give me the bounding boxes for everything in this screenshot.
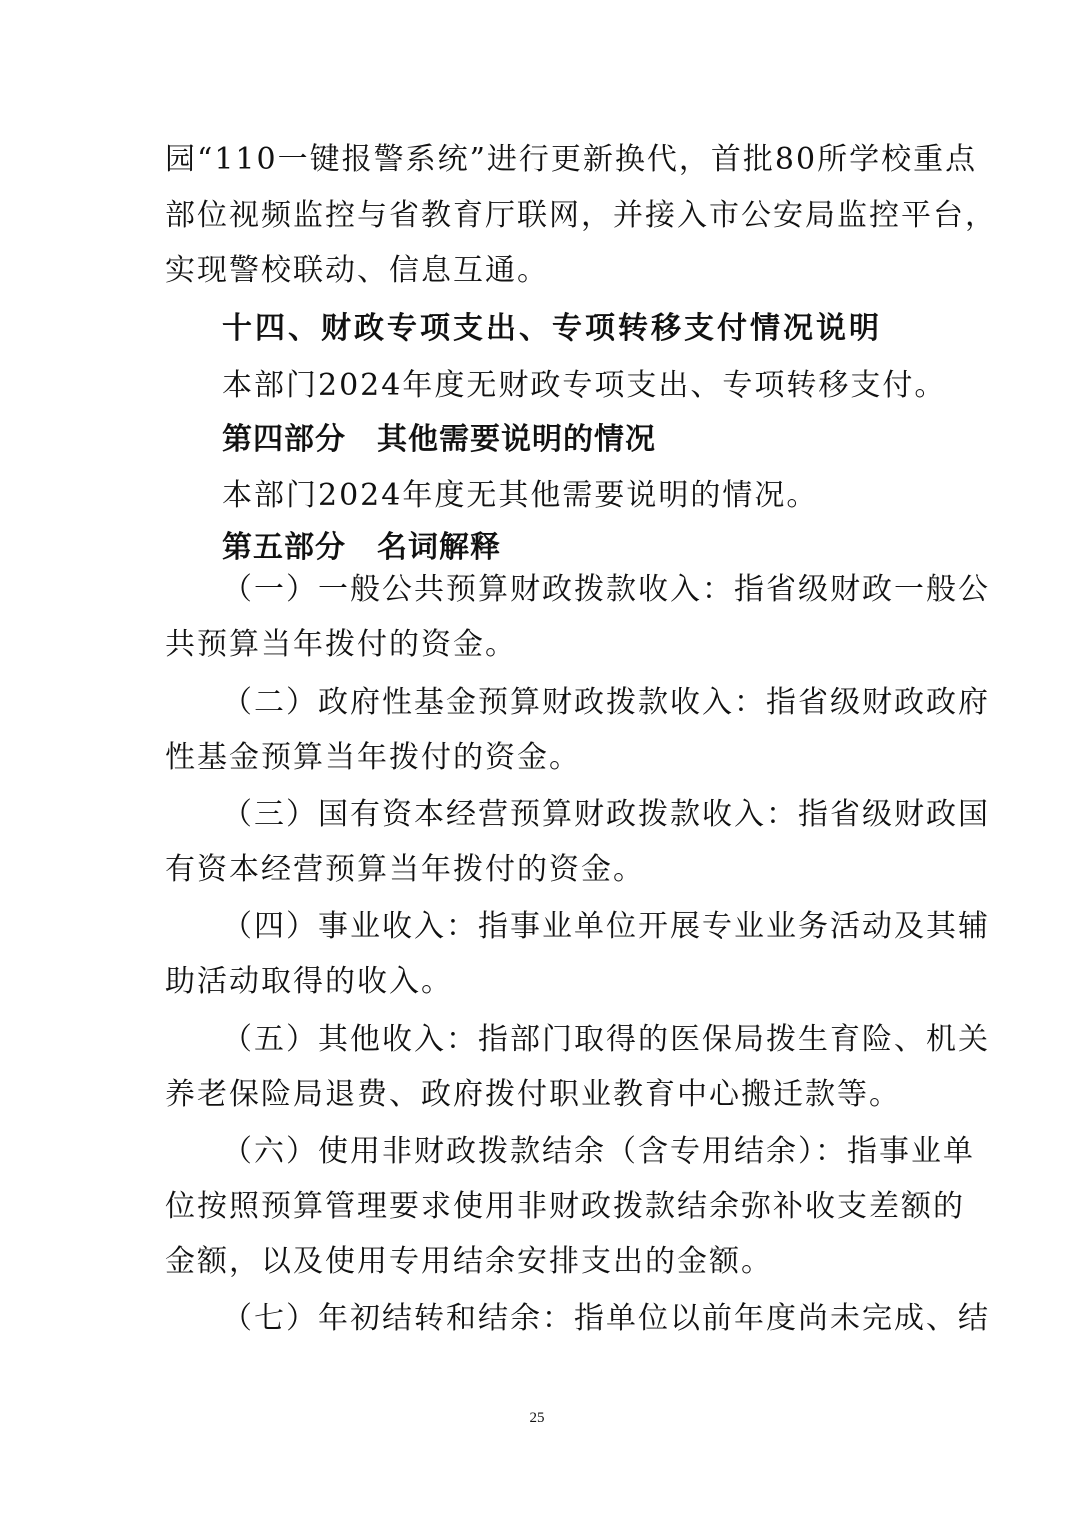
- definition-line: （五）其他收入：指部门取得的医保局拨生育险、机关: [222, 1022, 990, 1057]
- definition-line: （七）年初结转和结余：指单位以前年度尚未完成、结: [222, 1301, 990, 1336]
- definition-line: 性基金预算当年拨付的资金。: [165, 740, 581, 775]
- definition-line: 位按照预算管理要求使用非财政拨款结余弥补收支差额的: [165, 1189, 965, 1224]
- definition-line: 有资本经营预算当年拨付的资金。: [165, 852, 645, 887]
- paragraph-line: 实现警校联动、信息互通。: [165, 253, 549, 288]
- paragraph-line: 部位视频监控与省教育厅联网，并接入市公安局监控平台，: [165, 198, 997, 233]
- page-number: 25: [529, 1410, 545, 1426]
- definition-line: 共预算当年拨付的资金。: [165, 627, 517, 662]
- part-heading: 第五部分 名词解释: [222, 530, 501, 565]
- paragraph-line: 本部门2024年度无财政专项支出、专项转移支付。: [222, 368, 947, 403]
- definition-line: （一）一般公共预算财政拨款收入：指省级财政一般公: [222, 572, 990, 607]
- definition-line: （四）事业收入：指事业单位开展专业业务活动及其辅: [222, 909, 990, 944]
- definition-line: （三）国有资本经营预算财政拨款收入：指省级财政国: [222, 797, 990, 832]
- section-heading: 十四、财政专项支出、专项转移支付情况说明: [222, 311, 882, 346]
- definition-line: （六）使用非财政拨款结余（含专用结余）：指事业单: [222, 1134, 975, 1169]
- definition-line: 养老保险局退费、政府拨付职业教育中心搬迁款等。: [165, 1077, 901, 1112]
- definition-line: 金额，以及使用专用结余安排支出的金额。: [165, 1244, 773, 1279]
- paragraph-line: 园“110一键报警系统”进行更新换代，首批80所学校重点: [165, 142, 978, 177]
- paragraph-line: 本部门2024年度无其他需要说明的情况。: [222, 478, 819, 513]
- part-heading: 第四部分 其他需要说明的情况: [222, 422, 656, 457]
- definition-line: （二）政府性基金预算财政拨款收入：指省级财政政府: [222, 685, 990, 720]
- definition-line: 助活动取得的收入。: [165, 964, 453, 999]
